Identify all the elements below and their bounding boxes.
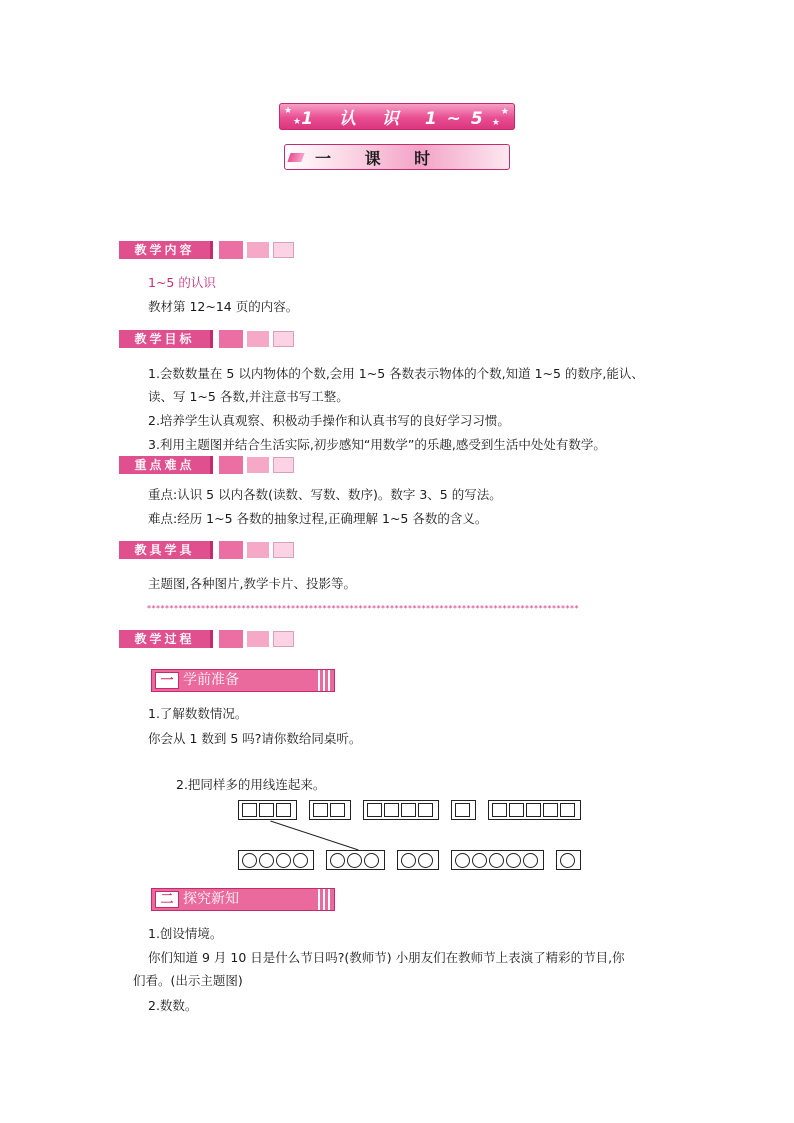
decor-block (273, 457, 294, 473)
decor-block (273, 331, 294, 347)
decor-block (273, 631, 294, 647)
square-shape (367, 803, 382, 817)
decor-block (219, 456, 243, 474)
section-header-goals (119, 330, 294, 348)
tools-line: 主题图,各种图片,教学卡片、投影等。 (148, 576, 356, 591)
square-group[interactable] (451, 800, 476, 820)
square-shape (330, 803, 345, 817)
circle-group[interactable] (238, 850, 314, 870)
square-shape (543, 803, 558, 817)
match-line (270, 821, 358, 850)
decor-block (273, 542, 294, 558)
square-shape (492, 803, 507, 817)
square-shape (384, 803, 399, 817)
page-subtitle (284, 144, 510, 170)
star-icon: ★ (500, 107, 509, 117)
page-subtitle-text: 一 课 时 (315, 148, 445, 168)
goals-line: 1.会数数量在 5 以内物体的个数,会用 1~5 各数表示物体的个数,知道 1~5 的数序,能认、 (148, 366, 644, 381)
circle-shape (276, 853, 291, 868)
square-group[interactable] (488, 800, 581, 820)
square-shape (401, 803, 416, 817)
circle-shape (330, 853, 345, 868)
square-group[interactable] (238, 800, 297, 820)
decor-stripes (314, 889, 334, 910)
divider-line: ************************************************************************************************ (147, 605, 579, 613)
goals-line: 3.利用主题图并结合生活实际,初步感知“用数学”的乐趣,感受到生活中处处有数学。 (148, 437, 606, 452)
circle-shape (293, 853, 308, 868)
decor-block (219, 630, 243, 648)
square-shape (259, 803, 274, 817)
circle-shape (259, 853, 274, 868)
circle-shape (472, 853, 487, 868)
decor-block (219, 241, 243, 259)
step-number: 二 (155, 891, 179, 908)
circle-group[interactable] (397, 850, 439, 870)
square-shape (276, 803, 291, 817)
decor-stripes (314, 670, 334, 691)
circle-shape (523, 853, 538, 868)
circle-shape (560, 853, 575, 868)
step-number: 一 (155, 672, 179, 689)
process-line: 1.创设情境。 (148, 926, 223, 941)
square-shape (242, 803, 257, 817)
square-shape (560, 803, 575, 817)
square-shape (509, 803, 524, 817)
star-icon: ★ (293, 117, 302, 127)
process-line: 2.数数。 (148, 998, 198, 1013)
square-shape (313, 803, 328, 817)
section-label: 教具学具 (119, 541, 213, 559)
decor-block (219, 330, 243, 348)
key-point-line: 难点:经历 1~5 各数的抽象过程,正确理解 1~5 各数的含义。 (148, 511, 488, 526)
decor-block (219, 541, 243, 559)
circle-shape (455, 853, 470, 868)
process-line: 们看。(出示主题图) (133, 973, 243, 988)
step-title: 探究新知 (183, 891, 239, 907)
square-group[interactable] (309, 800, 351, 820)
circle-shape (401, 853, 416, 868)
decor-block (273, 242, 294, 258)
section-label: 重点难点 (119, 456, 213, 474)
circle-shape (506, 853, 521, 868)
section-label: 教学目标 (119, 330, 213, 348)
circle-group[interactable] (326, 850, 385, 870)
step-bar-2 (151, 888, 335, 911)
circle-shape (242, 853, 257, 868)
content-line: 1~5 的认识 (148, 275, 216, 290)
page-title (279, 103, 515, 130)
section-label: 教学内容 (119, 241, 213, 259)
section-header-tools (119, 541, 294, 559)
square-shape (418, 803, 433, 817)
circle-group[interactable] (556, 850, 581, 870)
decor-block (247, 331, 269, 347)
section-header-process (119, 630, 294, 648)
decor-chip (287, 153, 304, 162)
process-line: 1.了解数数情况。 (148, 706, 248, 721)
decor-block (247, 542, 269, 558)
square-shape (526, 803, 541, 817)
step-title: 学前准备 (183, 672, 239, 688)
process-line: 你会从 1 数到 5 吗?请你数给同桌听。 (148, 731, 362, 746)
page-title-text: 1 认 识 1~5 (301, 109, 493, 129)
star-icon: ★ (284, 106, 293, 116)
goals-line: 2.培养学生认真观察、积极动手操作和认真书写的良好学习习惯。 (148, 413, 510, 428)
decor-block (247, 242, 269, 258)
section-header-key-points (119, 456, 294, 474)
process-line: 2.把同样多的用线连起来。 (176, 777, 326, 792)
match-exercise (236, 800, 586, 874)
decor-block (247, 457, 269, 473)
circle-shape (489, 853, 504, 868)
step-bar-1 (151, 669, 335, 692)
circle-shape (418, 853, 433, 868)
square-group[interactable] (363, 800, 439, 820)
goals-line: 读、写 1~5 各数,并注意书写工整。 (148, 389, 349, 404)
circle-shape (347, 853, 362, 868)
key-point-line: 重点:认识 5 以内各数(读数、写数、数序)。数字 3、5 的写法。 (148, 487, 502, 502)
content-line: 教材第 12~14 页的内容。 (148, 299, 299, 314)
section-label: 教学过程 (119, 630, 213, 648)
decor-block (247, 631, 269, 647)
square-shape (455, 803, 470, 817)
circle-group[interactable] (451, 850, 544, 870)
section-header-content (119, 241, 294, 259)
star-icon: ★ (491, 118, 500, 128)
process-line: 你们知道 9 月 10 日是什么节日吗?(教师节) 小朋友们在教师节上表演了精彩的节目,你 (148, 950, 625, 965)
circle-shape (364, 853, 379, 868)
